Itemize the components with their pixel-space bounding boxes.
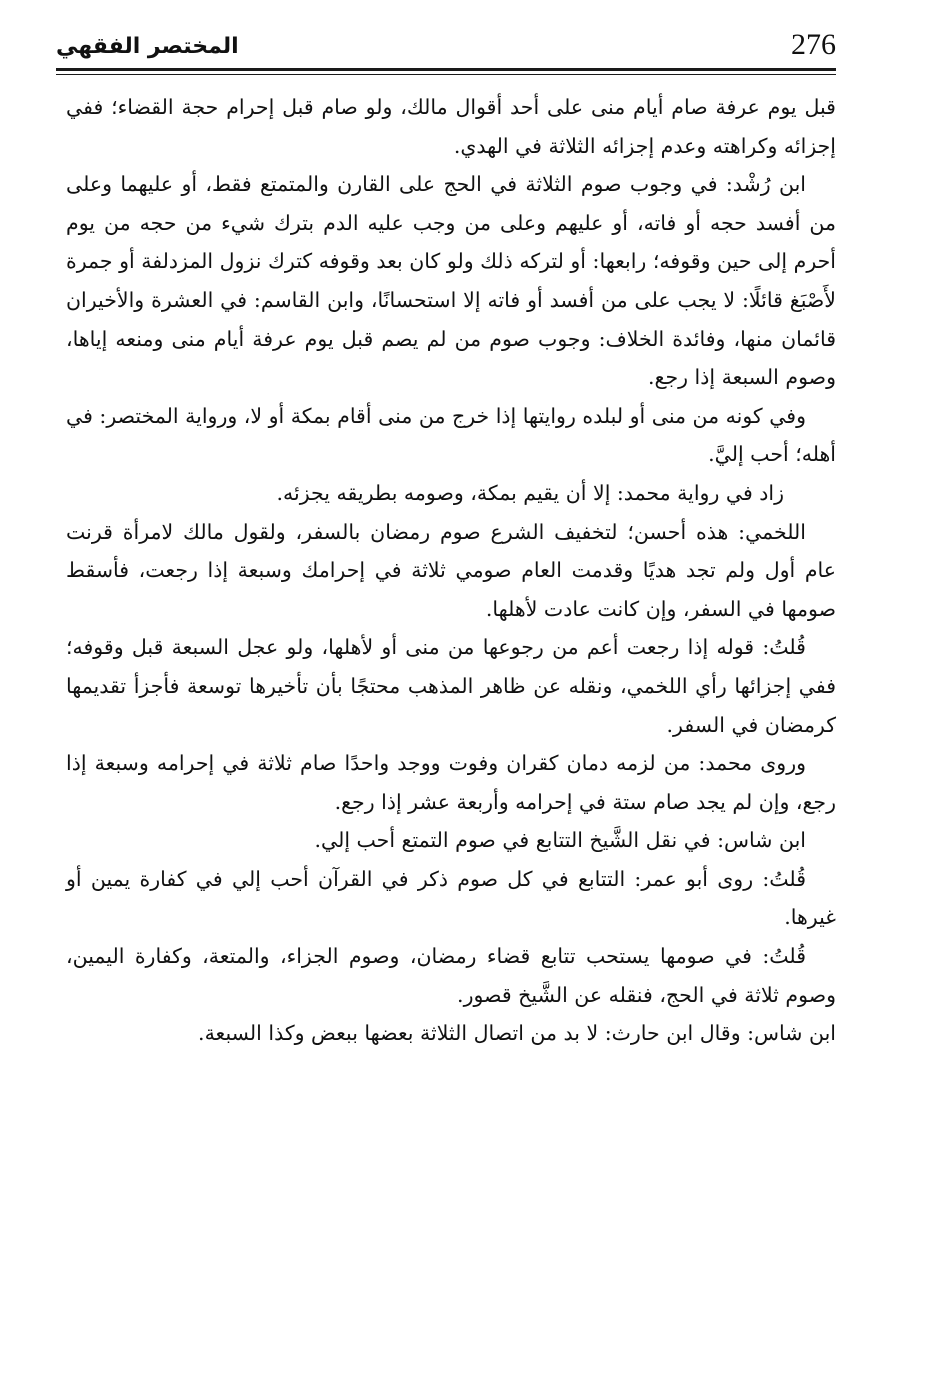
page-number: 276 xyxy=(791,28,836,61)
main-text xyxy=(66,88,836,1053)
paragraph: قبل يوم عرفة صام أيام منى على أحد أقوال مالك، ولو صام قبل إحرام حجة القضاء؛ ففي إجزائه وكراهته وعدم إجزائه الثلاثة في الهدي. xyxy=(66,95,836,158)
paragraph: وروى محمد: من لزمه دمان كقران وفوت ووجد واحدًا صام ثلاثة في إحرامه وسبعة إذا رجع، وإن لم يجد صام ستة في إحرامه وأربعة عشر إذا رجع. xyxy=(66,751,836,814)
paragraph: ابن شاس: وقال ابن حارث: لا بد من اتصال الثلاثة بعضها ببعض وكذا السبعة. xyxy=(198,1021,836,1046)
paragraph: قُلتُ: روى أبو عمر: التتابع في كل صوم ذكر في القرآن أحب إلي في كفارة يمين أو غيرها. xyxy=(66,866,836,930)
paragraph: زاد في رواية محمد: إلا أن يقيم بمكة، وصومه بطريقه يجزئه. xyxy=(276,480,784,505)
paragraph: قُلتُ: قوله إذا رجعت أعم من رجوعها من منى أو لأهلها، ولو عجل السبعة قبل وقوفه؛ ففي إجزائها رأي اللخمي، ونقله عن ظاهر المذهب محتجًا بأن تأخيرها توسعة فأجزأ تقديمها كرمضان في السفر. xyxy=(66,635,836,737)
header-rule-thick xyxy=(56,68,836,71)
paragraph: اللخمي: هذه أحسن؛ لتخفيف الشرع صوم رمضان بالسفر، ولقول مالك لامرأة قرنت عام أول ولم تجد هديًا وقدمت العام صومي ثلاثة في إحرامك وسبعة إذا رجعت، فأسقط صومها في السفر، وإن كانت عادت لأهلها. xyxy=(66,519,836,621)
page-header xyxy=(56,22,836,66)
paragraph: وفي كونه من منى أو لبلده روايتها إذا خرج من منى أقام بمكة أو لا، ورواية المختصر: في أهله؛ أحب إليَّ. xyxy=(66,403,836,467)
running-title: المختصر الفقهي xyxy=(56,34,239,59)
paragraph: قُلتُ: في صومها يستحب تتابع قضاء رمضان، وصوم الجزاء، والمتعة، وكفارة اليمين، وصوم ثلاثة في الحج، فنقله عن الشَّيخ قصور. xyxy=(66,944,836,1007)
paragraph: ابن رُشْد: في وجوب صوم الثلاثة في الحج على القارن والمتمتع فقط، أو عليهما وعلى من أفسد حجه أو فاته، أو عليهم وعلى من وجب عليه الدم بترك شيء من حجه من يوم أحرم إلى حين وقوفه؛ رابعها: أو لتركه ذلك ولو كان بعد وقوفه كترك نزول المزدلفة أو جمرة لأَصْبَغ قائلًا: لا يجب على من أفسد أو فاته إلا استحسانًا، وابن القاسم: في العشرة والأخيران قائمان منها، وفائدة الخلاف: وجوب صوم من لم يصم قبل يوم عرفة أيام منى ومنعه إياها، وصوم السبعة إذا رجع. xyxy=(66,172,836,390)
paragraph: ابن شاس: في نقل الشَّيخ التتابع في صوم التمتع أحب إلي. xyxy=(314,828,806,853)
header-rule-thin xyxy=(56,74,836,75)
